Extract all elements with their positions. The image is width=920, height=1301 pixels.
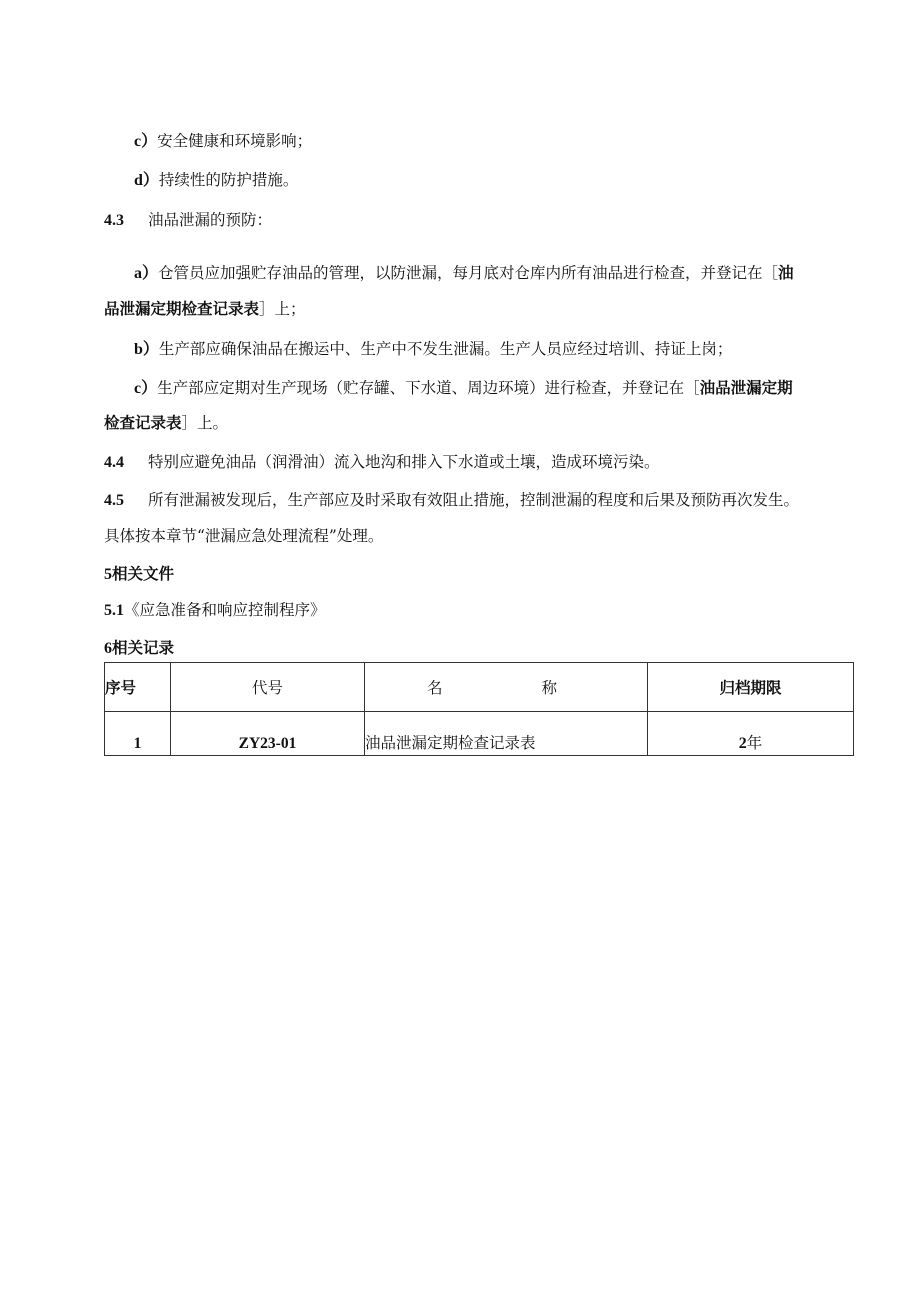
header-code: 代号 [171,663,365,712]
cell-code: ZY23-01 [171,712,365,756]
list-item-a-line1 [134,262,794,285]
record-form-ref: 油品泄漏定期 [699,378,793,397]
list-marker: b） [134,341,159,358]
section-number: 4.4 [104,454,124,471]
list-marker: d） [134,172,159,189]
section-text: 所有泄漏被发现后，生产部应及时采取有效阻止措施，控制泄漏的程度和后果及预防再次发生。 [148,491,800,509]
list-marker: c） [134,133,158,150]
section-number: 5.1 [104,602,124,619]
section-title: 相关文件 [112,565,175,583]
section-number: 6 [104,640,112,657]
retention-number: 2 [738,735,747,752]
list-item-text: 仓管员应加强贮存油品的管理，以防泄漏，每月底对仓库内所有油品进行检查，并登记在［ [158,264,779,282]
list-item-c [134,130,312,153]
header-name-part: 称 [541,679,557,697]
section-5-heading [104,563,174,586]
list-item-text: 生产部应定期对生产现场（贮存罐、下水道、周边环境）进行检查，并登记在［ [157,379,700,397]
record-form-ref: 检查记录表 [104,413,182,432]
section-text: 具体按本章节“泄漏应急处理流程”处理。 [104,527,384,545]
record-form-ref: 油 [778,263,794,282]
section-title: 相关记录 [112,639,175,657]
list-item-c2-line2 [104,412,228,434]
list-marker: a） [134,265,159,282]
section-4-3 [104,209,272,232]
section-text: 特别应避免油品（润滑油）流入地沟和排入下水道或土壤，造成环境污染。 [148,453,660,471]
list-marker: c） [134,380,158,397]
cell-name: 油品泄漏定期检查记录表 [365,712,648,756]
list-item-text: ］上； [259,300,306,318]
list-item-text: 生产部应确保油品在搬运中、生产中不发生泄漏。生产人员应经过培训、持证上岗； [158,340,733,358]
section-4-4 [104,451,660,474]
table-header-row [105,663,854,712]
section-5-1 [104,599,326,622]
list-item-a-line2 [104,298,306,320]
table-row [105,712,854,756]
list-item-d [134,169,298,192]
section-4-5-line1 [104,489,799,512]
cell-seq: 1 [105,712,171,756]
record-form-ref: 品泄漏定期检查记录表 [104,299,260,318]
retention-unit: 年 [746,734,763,752]
list-item-b [134,338,732,361]
list-item-text: ］上。 [181,414,229,432]
list-item-text: 持续性的防护措施。 [158,171,299,189]
records-table [104,662,854,756]
section-number: 5 [104,566,112,583]
section-4-5-line2 [104,525,383,547]
header-name-part: 名 [427,679,443,697]
header-name [365,663,648,712]
section-text: 油品泄漏的预防： [148,211,273,229]
section-number: 4.3 [104,212,124,229]
section-number: 4.5 [104,492,124,509]
section-6-heading [104,637,174,660]
header-retention: 归档期限 [648,663,854,712]
header-seq: 序号 [105,663,171,712]
section-text: 《应急准备和响应控制程序》 [124,601,326,619]
list-item-text: 安全健康和环境影响； [157,132,313,150]
list-item-c2-line1 [134,377,793,400]
cell-retention [648,712,854,756]
